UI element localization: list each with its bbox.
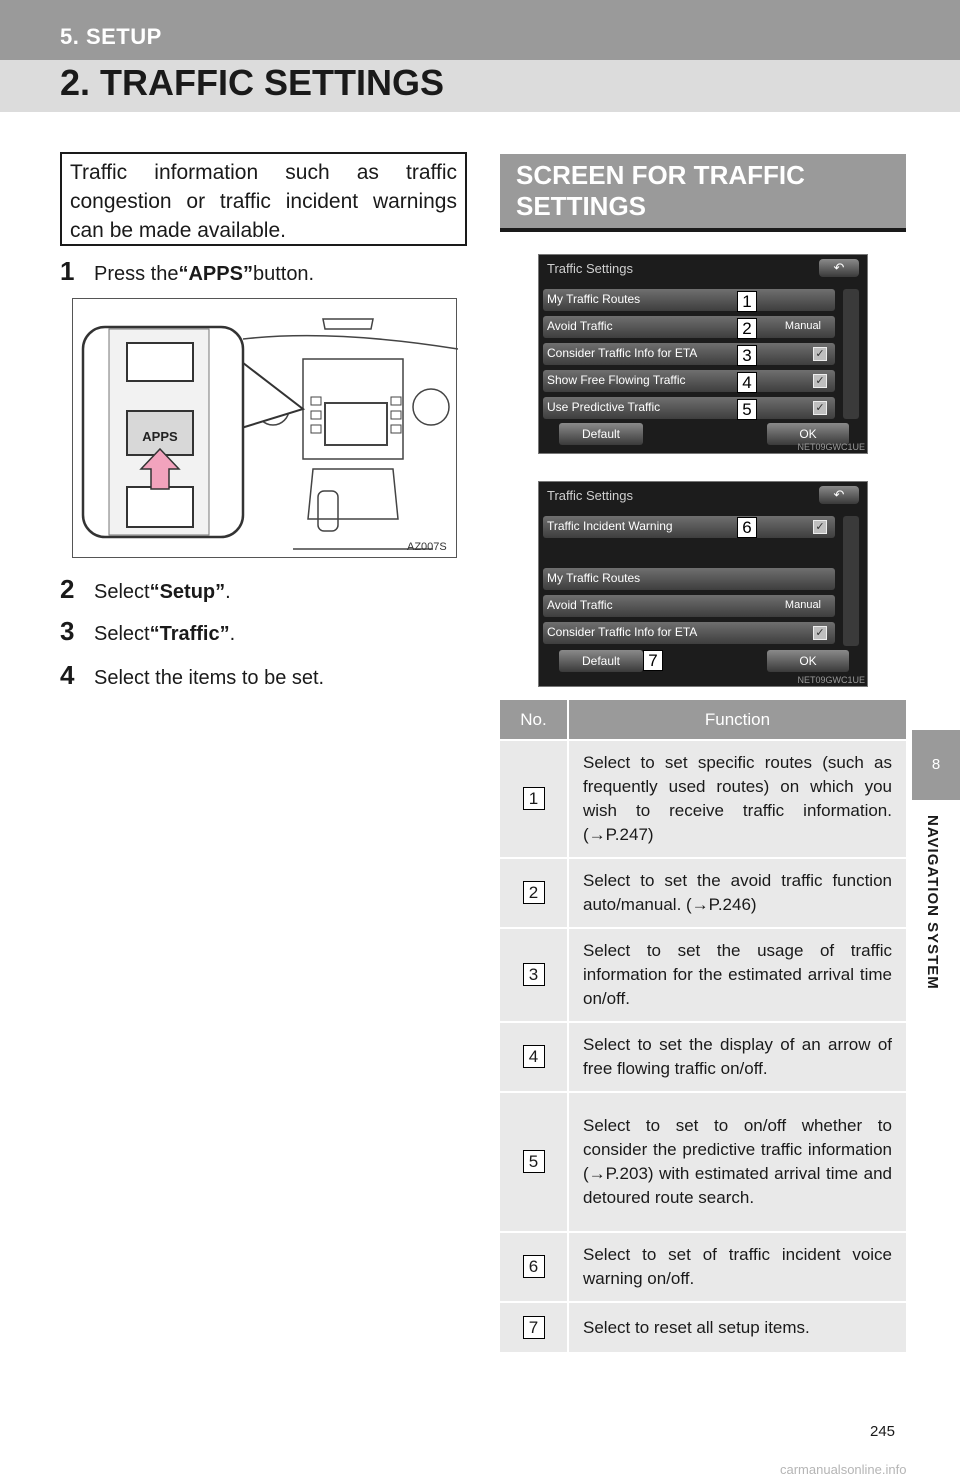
screen-section-heading: SCREEN FOR TRAFFIC SETTINGS: [500, 154, 906, 232]
row-consider-traffic-eta[interactable]: [543, 622, 835, 644]
row-avoid-traffic[interactable]: [543, 316, 835, 338]
chapter-tab: 8: [912, 730, 960, 800]
callout-4: 4: [737, 372, 757, 393]
page-title: 2. TRAFFIC SETTINGS: [60, 62, 445, 103]
row-traffic-incident-warning[interactable]: [543, 516, 835, 538]
back-icon[interactable]: ↶: [819, 259, 859, 277]
callout-7: 7: [643, 650, 663, 671]
column-header-function: Function: [568, 700, 906, 740]
dashboard-illustration: [72, 298, 457, 558]
step-text-bold: “Traffic”: [149, 623, 230, 645]
step-text-bold: “APPS”: [178, 263, 253, 285]
default-button[interactable]: Default: [559, 423, 643, 445]
traffic-settings-screen-2: [538, 481, 868, 687]
step-text-post: .: [225, 581, 231, 603]
table-row: [500, 858, 906, 928]
table-header-row: [500, 700, 906, 740]
table-row: [500, 928, 906, 1022]
step-text-post: .: [229, 623, 236, 645]
step-number: 3: [60, 616, 75, 646]
step-number: 2: [60, 574, 75, 604]
row-label: My Traffic Routes: [547, 292, 641, 306]
default-button[interactable]: Default: [559, 650, 643, 672]
row-number: 2: [523, 881, 545, 904]
row-label: Use Predictive Traffic: [547, 400, 661, 414]
step-text-bold: “Setup”: [149, 581, 226, 603]
screen-title: Traffic Settings: [547, 261, 633, 276]
step-number: 4: [60, 660, 75, 690]
row-function: Select to set to on/off whether to consider the predictive traffic information (→P.203) with estimated arrival time and detoured route search.: [568, 1092, 906, 1232]
checkbox-icon[interactable]: ✓: [813, 520, 827, 534]
screen-title: Traffic Settings: [547, 488, 633, 503]
traffic-settings-screen-1: [538, 254, 868, 454]
section-label: 5. SETUP: [60, 24, 162, 49]
page-number: 245: [870, 1423, 896, 1440]
row-avoid-traffic[interactable]: [543, 595, 835, 617]
row-label: Traffic Incident Warning: [547, 519, 673, 533]
row-show-free-flowing[interactable]: [543, 370, 835, 392]
checkbox-icon[interactable]: ✓: [813, 374, 827, 388]
step-text-pre: Select the items to be set.: [94, 667, 325, 689]
row-my-traffic-routes[interactable]: [543, 289, 835, 311]
row-number: 4: [523, 1045, 545, 1068]
watermark: carmanualsonline.info: [780, 1462, 907, 1477]
screen-code: NET09GWC1UE: [797, 675, 865, 685]
row-my-traffic-routes[interactable]: [543, 568, 835, 590]
row-label: Show Free Flowing Traffic: [547, 373, 686, 387]
illustration-code: AZ007S: [407, 541, 447, 553]
step-text-pre: Select: [94, 623, 150, 645]
table-row: [500, 1022, 906, 1092]
table-row: [500, 1092, 906, 1232]
step-4: [60, 660, 324, 691]
row-function: Select to set the display of an arrow of free flowing traffic on/off.: [568, 1022, 906, 1092]
row-number: 5: [523, 1150, 545, 1173]
intro-box: Traffic information such as traffic congestion or traffic incident warnings can be made available.: [60, 152, 467, 246]
table-row: [500, 1232, 906, 1302]
row-value: Manual: [784, 320, 821, 332]
chapter-label: NAVIGATION SYSTEM: [924, 815, 941, 990]
checkbox-icon[interactable]: ✓: [813, 401, 827, 415]
step-3: [60, 616, 235, 647]
row-consider-traffic-eta[interactable]: [543, 343, 835, 365]
screen-code: NET09GWC1UE: [797, 442, 865, 452]
row-label: Avoid Traffic: [547, 319, 613, 333]
callout-5: 5: [737, 399, 757, 420]
checkbox-icon[interactable]: ✓: [813, 626, 827, 640]
ok-button[interactable]: OK: [767, 423, 849, 445]
scrollbar[interactable]: [843, 516, 859, 646]
row-number: 7: [523, 1316, 545, 1339]
table-row: [500, 1302, 906, 1352]
row-number: 1: [523, 787, 545, 810]
row-number: 3: [523, 963, 545, 986]
page-header: [0, 0, 960, 112]
row-label: Avoid Traffic: [547, 598, 613, 612]
step-text-pre: Select: [94, 581, 150, 603]
step-number: 1: [60, 256, 75, 286]
dashboard-drawing: [73, 299, 458, 559]
row-function: Select to set the avoid traffic function auto/manual. (→P.246): [568, 858, 906, 928]
column-header-no: No.: [500, 700, 568, 740]
function-table: [500, 700, 906, 1352]
step-text-post: button.: [252, 263, 315, 285]
row-value: Manual: [784, 599, 821, 611]
scrollbar[interactable]: [843, 289, 859, 419]
step-2: [60, 574, 231, 605]
svg-text:APPS: APPS: [142, 429, 178, 444]
row-use-predictive[interactable]: [543, 397, 835, 419]
step-1: [60, 256, 314, 287]
row-function: Select to reset all setup items.: [568, 1302, 906, 1352]
callout-6: 6: [737, 517, 757, 538]
row-function: Select to set of traffic incident voice warning on/off.: [568, 1232, 906, 1302]
row-label: My Traffic Routes: [547, 571, 641, 585]
back-icon[interactable]: ↶: [819, 486, 859, 504]
callout-3: 3: [737, 345, 757, 366]
row-function: Select to set the usage of traffic information for the estimated arrival time on/off.: [568, 928, 906, 1022]
row-number: 6: [523, 1255, 545, 1278]
row-label: Consider Traffic Info for ETA: [547, 625, 698, 639]
ok-button[interactable]: OK: [767, 650, 849, 672]
row-label: Consider Traffic Info for ETA: [547, 346, 698, 360]
callout-2: 2: [737, 318, 757, 339]
callout-1: 1: [737, 291, 757, 312]
step-text-pre: Press the: [94, 263, 179, 285]
checkbox-icon[interactable]: ✓: [813, 347, 827, 361]
table-row: [500, 740, 906, 858]
row-function: Select to set specific routes (such as frequently used routes) on which you wish to receive traffic information. (→P.247): [568, 740, 906, 858]
